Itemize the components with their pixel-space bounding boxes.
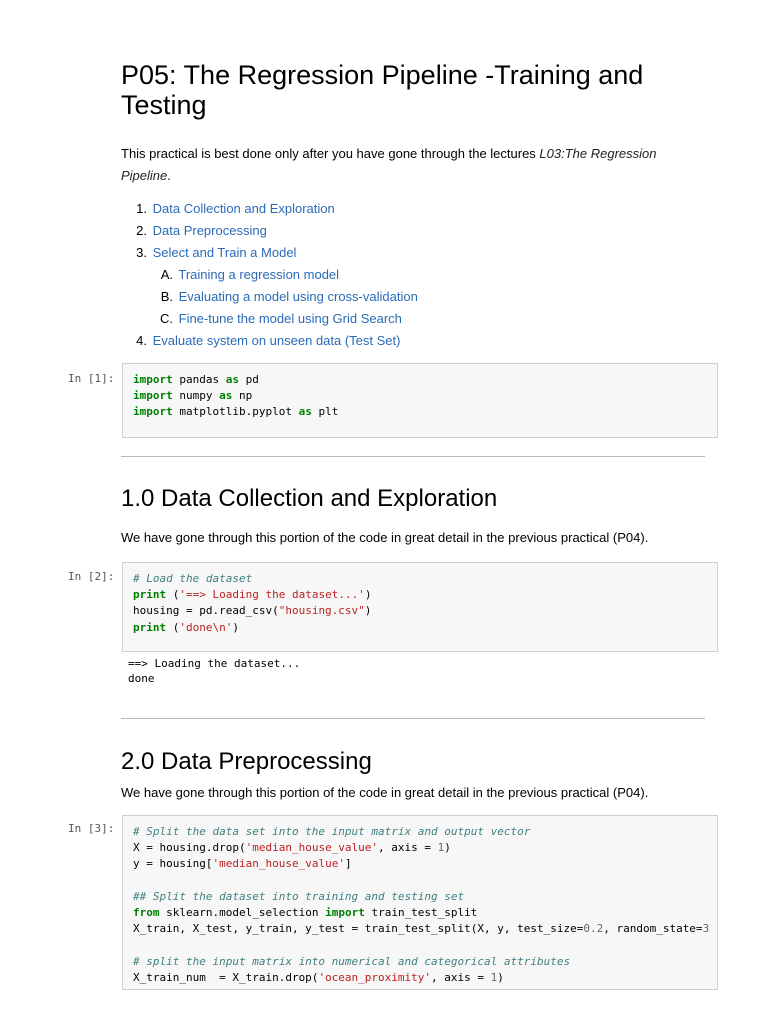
- toc-number: 4.: [136, 333, 147, 348]
- code-block: import pandas as pd import numpy as np import matplotlib.pyplot as plt: [133, 373, 339, 419]
- toc-link[interactable]: Data Preprocessing: [152, 223, 267, 238]
- cell-prompt: In [2]:: [68, 570, 115, 583]
- intro-text: This practical is best done only after you have gone through the lectures: [121, 146, 540, 161]
- toc-item: [121, 198, 418, 220]
- toc-link[interactable]: Evaluating a model using cross-validation: [178, 289, 418, 304]
- cell-prompt: In [3]:: [68, 822, 115, 835]
- code-block: # Split the data set into the input matrix and output vector X = housing.drop('median_house_value', axis = 1) y = housing['median_house_value'] ## Split the dataset into training and testing set from sklearn.model_selection import train_test_split X_train, X_test, y_train, y_test = train_test_split(X, y, test_size=0.2, random_state=3 # split the input matrix into numerical and categorical attributes X_train_num = X_train.drop('ocean_proximity', axis = 1): [133, 825, 710, 984]
- section-heading-2: 2.0 Data Preprocessing: [121, 748, 372, 775]
- toc-link[interactable]: Data Collection and Exploration: [152, 201, 335, 216]
- toc-link[interactable]: Training a regression model: [178, 267, 340, 282]
- code-cell-2[interactable]: [122, 562, 718, 652]
- cell-prompt: In [1]:: [68, 372, 115, 385]
- toc-number: C.: [160, 311, 173, 326]
- toc-subitem: [121, 308, 418, 330]
- code-cell-3[interactable]: [122, 815, 718, 990]
- cell-output: ==> Loading the dataset... done: [128, 657, 301, 685]
- code-block: # Load the dataset print ('==> Loading the dataset...') housing = pd.read_csv("housing.csv") print ('done\n'): [133, 572, 372, 634]
- toc-number: 1.: [136, 201, 147, 216]
- page-title: P05: The Regression Pipeline -Training and Testing: [121, 60, 644, 120]
- intro-emphasis: L03:The Regression Pipeline: [121, 146, 657, 183]
- toc-subitem: [121, 264, 418, 286]
- toc-link[interactable]: Fine-tune the model using Grid Search: [178, 311, 402, 326]
- table-of-contents: [121, 198, 418, 352]
- toc-item: [121, 330, 418, 352]
- toc-number: 2.: [136, 223, 147, 238]
- toc-link[interactable]: Select and Train a Model: [152, 245, 297, 260]
- toc-number: B.: [160, 289, 173, 304]
- toc-link[interactable]: Evaluate system on unseen data (Test Set): [152, 333, 401, 348]
- intro-end: .: [167, 168, 171, 183]
- intro-paragraph: [121, 143, 681, 187]
- code-cell-1[interactable]: [122, 363, 718, 438]
- section-2-text: We have gone through this portion of the code in great detail in the previous practical (P04).: [121, 785, 649, 800]
- section-divider: [121, 718, 705, 719]
- toc-number: A.: [160, 267, 173, 282]
- toc-item: [121, 220, 418, 242]
- toc-subitem: [121, 286, 418, 308]
- toc-item: [121, 242, 418, 264]
- section-1-text: We have gone through this portion of the code in great detail in the previous practical (P04).: [121, 530, 649, 545]
- toc-number: 3.: [136, 245, 147, 260]
- section-divider: [121, 456, 705, 457]
- section-heading-1: 1.0 Data Collection and Exploration: [121, 485, 498, 512]
